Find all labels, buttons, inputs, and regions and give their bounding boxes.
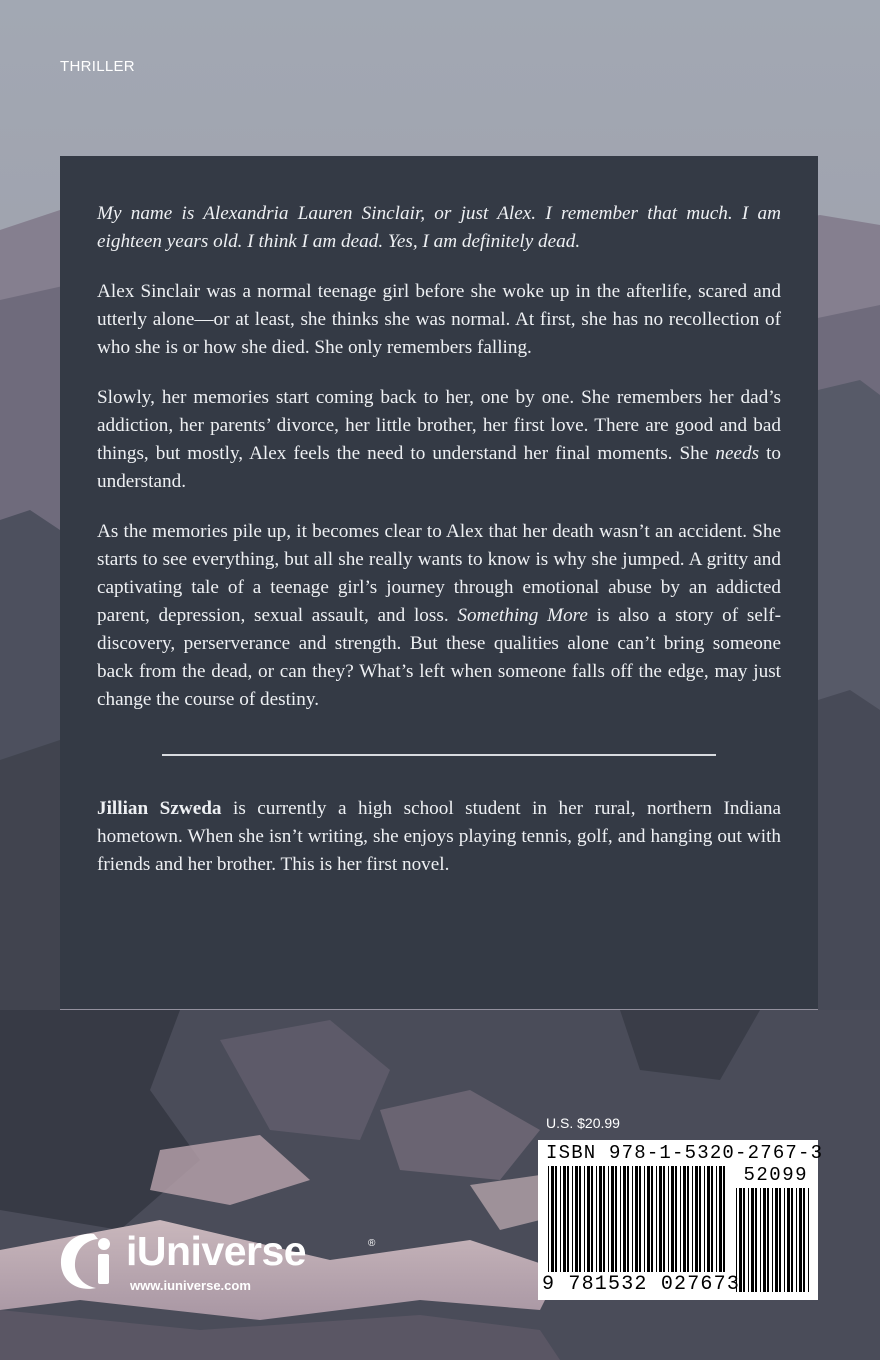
- barcode-bar: [620, 1166, 621, 1272]
- publisher-url: www.iuniverse.com: [130, 1278, 251, 1293]
- barcode-bar: [808, 1188, 809, 1292]
- barcode-bar: [772, 1188, 773, 1292]
- barcode-bar: [596, 1166, 597, 1272]
- barcode-bar: [651, 1166, 653, 1272]
- barcode-bar: [591, 1166, 593, 1272]
- publisher-name: iUniverse: [126, 1228, 307, 1274]
- barcode-digits: 9 781532 027673: [542, 1273, 741, 1296]
- barcode-bar: [584, 1166, 585, 1272]
- barcode-bar: [796, 1188, 797, 1292]
- back-cover-panel: [60, 156, 818, 1009]
- barcode-bar: [775, 1188, 778, 1292]
- barcode-bar: [692, 1166, 693, 1272]
- barcode-addon-number: 52099: [743, 1164, 808, 1186]
- barcode-bar: [716, 1166, 717, 1272]
- barcode-bar: [632, 1166, 633, 1272]
- isbn-barcode: [538, 1140, 824, 1300]
- barcode-bar: [763, 1188, 766, 1292]
- barcode-bar: [784, 1188, 785, 1292]
- barcode-bar: [707, 1166, 710, 1272]
- barcode-bar: [675, 1166, 677, 1272]
- barcode-bar: [748, 1188, 749, 1292]
- isbn-text: ISBN 978-1-5320-2767-3: [546, 1142, 824, 1164]
- barcode-bar: [671, 1166, 674, 1272]
- publisher-swoosh-icon: [58, 1222, 128, 1302]
- barcode-bar: [603, 1166, 605, 1272]
- barcode-bar: [663, 1166, 665, 1272]
- barcode-bar: [779, 1188, 781, 1292]
- barcode-bar: [572, 1166, 573, 1272]
- barcode-bar: [548, 1166, 549, 1272]
- author-bio-text: is currently a high school student in her rural, northern Indiana hometown. When she isn’t writing, she enjoys playing tennis, golf, and hanging out with friends and her brother. This is her first novel.: [97, 798, 781, 875]
- barcode-bar: [668, 1166, 669, 1272]
- barcode-bar: [575, 1166, 578, 1272]
- barcode-bar: [587, 1166, 590, 1272]
- genre-label: THRILLER: [60, 58, 135, 75]
- blurb-paragraph-1: Alex Sinclair was a normal teenage girl before she woke up in the afterlife, scared and utterly alone—or at least, she thinks she was normal. At first, she has no recollection of who she is or how she died. She only remembers falling.: [97, 281, 781, 358]
- barcode-bar: [767, 1188, 769, 1292]
- barcode-bar: [704, 1166, 705, 1272]
- barcode-bar: [659, 1166, 662, 1272]
- author-bio: [97, 795, 781, 879]
- barcode-bar: [579, 1166, 581, 1272]
- barcode-bar: [755, 1188, 757, 1292]
- barcode-bar: [683, 1166, 686, 1272]
- barcode-bar: [635, 1166, 638, 1272]
- blurb-paragraph-3: [97, 518, 781, 714]
- barcode-bar: [551, 1166, 554, 1272]
- barcode-bar: [699, 1166, 701, 1272]
- publisher-logo: [58, 1222, 388, 1302]
- barcode-bar: [751, 1188, 754, 1292]
- barcode-bar: [695, 1166, 698, 1272]
- section-divider: [162, 754, 716, 756]
- blurb-paragraph-2-emphasis: needs: [715, 443, 760, 464]
- barcode-bar: [760, 1188, 761, 1292]
- barcode-bar: [567, 1166, 569, 1272]
- barcode-bar: [555, 1166, 557, 1272]
- book-title-emphasis: Something More: [457, 605, 588, 626]
- barcode-bar: [563, 1166, 566, 1272]
- barcode-bar: [791, 1188, 793, 1292]
- price-label: U.S. $20.99: [546, 1115, 620, 1131]
- author-name: Jillian Szweda: [97, 798, 222, 819]
- barcode-bar: [639, 1166, 641, 1272]
- barcode-bar: [723, 1166, 725, 1272]
- barcode-bar: [687, 1166, 689, 1272]
- blurb-lead-quote: My name is Alexandria Lauren Sinclair, or just Alex. I remember that much. I am eighteen years old. I think I am dead. Yes, I am definitely dead.: [97, 203, 781, 252]
- barcode-bar: [656, 1166, 657, 1272]
- barcode-bar: [743, 1188, 745, 1292]
- barcode-bar: [711, 1166, 713, 1272]
- blurb-paragraph-2: [97, 384, 781, 496]
- blurb-paragraph-3-part-b: is also a story of self-discovery, perserverance and strength. But these qualities alone can’t bring someone back from the dead, or can they? What’s left when someone falls off the edge, may just change the course of destiny.: [97, 605, 781, 710]
- barcode-bar: [623, 1166, 626, 1272]
- blurb-paragraph-2-part-b: to understand.: [97, 443, 781, 492]
- barcode-bar: [599, 1166, 602, 1272]
- registered-mark: ®: [368, 1238, 376, 1249]
- barcode-bar: [799, 1188, 802, 1292]
- barcode-bar: [608, 1166, 609, 1272]
- barcode-bar: [627, 1166, 629, 1272]
- blurb-paragraph-2-part-a: Slowly, her memories start coming back to her, one by one. She remembers her dad’s addiction, her parents’ divorce, her little brother, her first love. There are good and bad things, but mostly, Alex feels the need to understand her final moments. She: [97, 387, 781, 464]
- barcode-bar: [680, 1166, 681, 1272]
- barcode-bar: [615, 1166, 617, 1272]
- barcode-bar: [719, 1166, 722, 1272]
- barcode-bar: [611, 1166, 614, 1272]
- barcode-bar: [787, 1188, 790, 1292]
- barcode-bar: [647, 1166, 650, 1272]
- blurb-paragraph-3-part-a: As the memories pile up, it becomes clear to Alex that her death wasn’t an accident. She starts to see everything, but all she really wants to know is why she jumped. A gritty and captivating tale of a teenage girl’s journey through emotional abuse by an addicted parent, depression, sexual assault, and loss.: [97, 521, 781, 626]
- barcode-bar: [803, 1188, 805, 1292]
- barcode-bar: [560, 1166, 561, 1272]
- barcode-bar: [644, 1166, 645, 1272]
